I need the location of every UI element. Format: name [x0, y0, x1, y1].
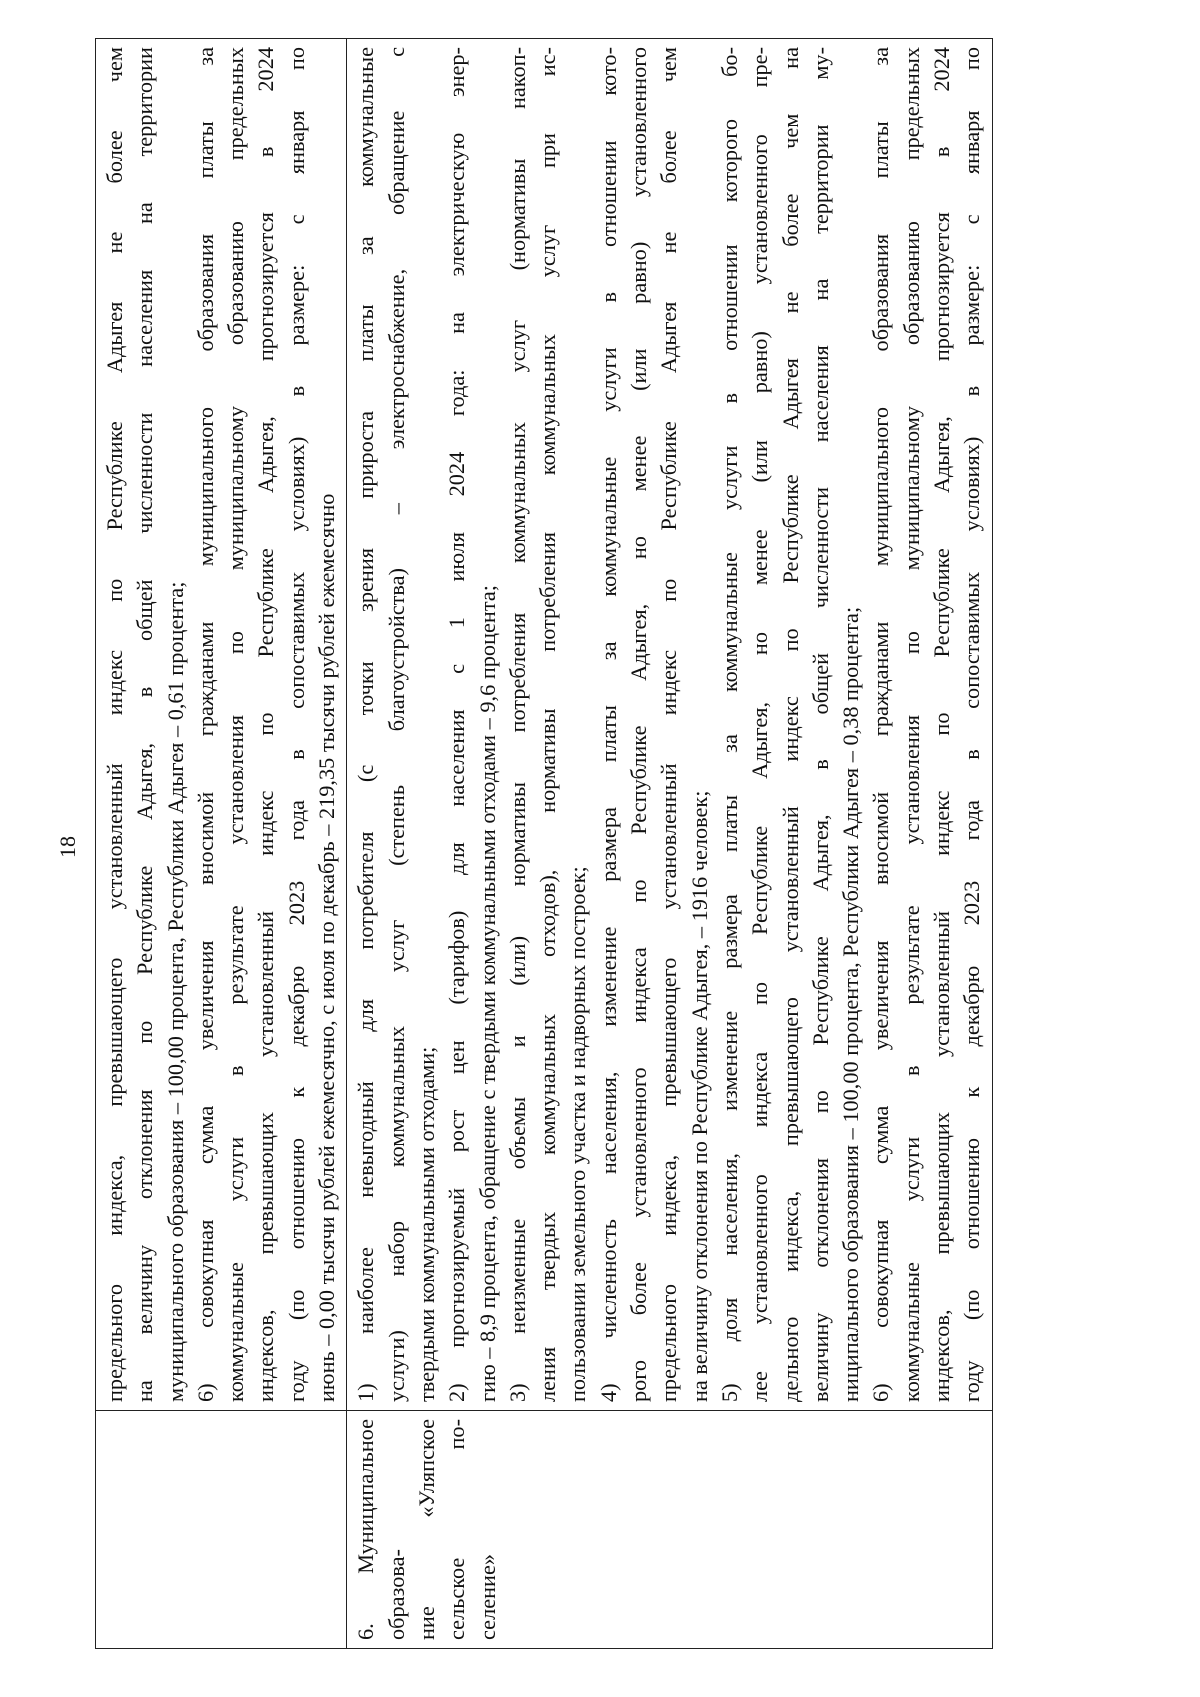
text-line: 3) неизменные объемы и (или) нормативы потребления коммунальных услуг (нормативы накоп-	[504, 47, 530, 1402]
text-line: ниципального образования – 100,00 процента, Республики Адыгея – 0,38 процента;	[838, 606, 864, 1402]
text-line: году (по отношению к декабрю 2023 года в сопоставимых условиях) в размере: с января по	[959, 47, 985, 1402]
table-row	[347, 39, 992, 1649]
text-line: 6) совокупная сумма увеличения вносимой гражданами муниципального образования платы за	[868, 47, 894, 1402]
page-number: 18	[55, 836, 80, 858]
text-line: индексов, превышающих установленный индекс по Республике Адыгея, прогнозируется в 2024	[929, 47, 955, 1402]
text-line: 1) наиболее невыгодный для потребителя (с точки зрения прироста платы за коммунальные	[353, 47, 379, 1402]
text-line: гию – 8,9 процента, обращение с твердыми коммунальными отходами – 9,6 процента;	[474, 585, 500, 1402]
text-line: лее установленного индекса по Республике Адыгея, но менее (или равно) установленного пре-	[747, 47, 773, 1402]
municipality-cell	[96, 1411, 347, 1649]
municipality-line: ние «Уляпское сельское по-	[413, 1419, 470, 1640]
municipality-line: 6. Муниципальное образова-	[353, 1419, 409, 1640]
text-line: дельного индекса, превышающего установленный индекс по Республике Адыгея не более чем на	[777, 47, 803, 1402]
text-line: предельного индекса, превышающего установленный индекс по Республике Адыгея не более чем	[102, 47, 127, 1402]
text-line: на величину отклонения по Республике Адыгея, – 1916 человек;	[686, 790, 712, 1402]
text-line: 6) совокупная сумма увеличения вносимой гражданами муниципального образования платы за	[192, 47, 218, 1402]
text-line: услуги) набор коммунальных услуг (степень благоустройства) – электроснабжение, обращение с	[383, 47, 409, 1402]
text-line: ления твердых коммунальных отходов), нормативы потребления коммунальных услуг при ис-	[535, 47, 561, 1402]
text-line: 4) численность населения, изменение размера платы за коммунальные услуги в отношении кото-	[595, 47, 621, 1402]
content-cell	[96, 39, 347, 1411]
text-line: июнь – 0,00 тысячи рублей ежемесячно, с июля по декабрь – 219,35 тысячи рублей ежемесячно	[314, 493, 340, 1402]
text-line: индексов, превышающих установленный индекс по Республике Адыгея, прогнозируется в 2024	[253, 47, 279, 1402]
text-line: коммунальные услуги в результате установления по муниципальному образованию предельных	[223, 47, 249, 1402]
municipality-line: селение»	[474, 1554, 500, 1640]
text-line: 5) доля населения, изменение размера платы за коммунальные услуги в отношении которого бо-	[716, 47, 742, 1402]
content-cell	[347, 39, 992, 1411]
text-line: предельного индекса, превышающего установленный индекс по Республике Адыгея не более чем	[656, 47, 682, 1402]
text-line: году (по отношению к декабрю 2023 года в сопоставимых условиях) в размере: с января по	[283, 47, 309, 1402]
municipality-cell	[347, 1411, 992, 1649]
text-line: на величину отклонения по Республике Адыгея, в общей численности населения на территории	[132, 47, 158, 1402]
text-line: рого более установленного индекса по Республике Адыгея, но менее (или равно) установленного	[626, 47, 652, 1402]
text-line: пользовании земельного участка и надворных построек;	[565, 866, 591, 1402]
text-line: 2) прогнозируемый рост цен (тарифов) для населения с 1 июля 2024 года: на электрическую энер-	[444, 47, 470, 1402]
text-line: твердыми коммунальными отходами;	[413, 1046, 439, 1402]
table-row	[96, 39, 347, 1649]
text-line: коммунальные услуги в результате установления по муниципальному образованию предельных	[898, 47, 924, 1402]
text-line: величину отклонения по Республике Адыгея, в общей численности населения на территории му-	[807, 47, 833, 1402]
document-table	[95, 38, 993, 1649]
text-line: муниципального образования – 100,00 процента, Республики Адыгея – 0,61 процента;	[162, 581, 188, 1402]
